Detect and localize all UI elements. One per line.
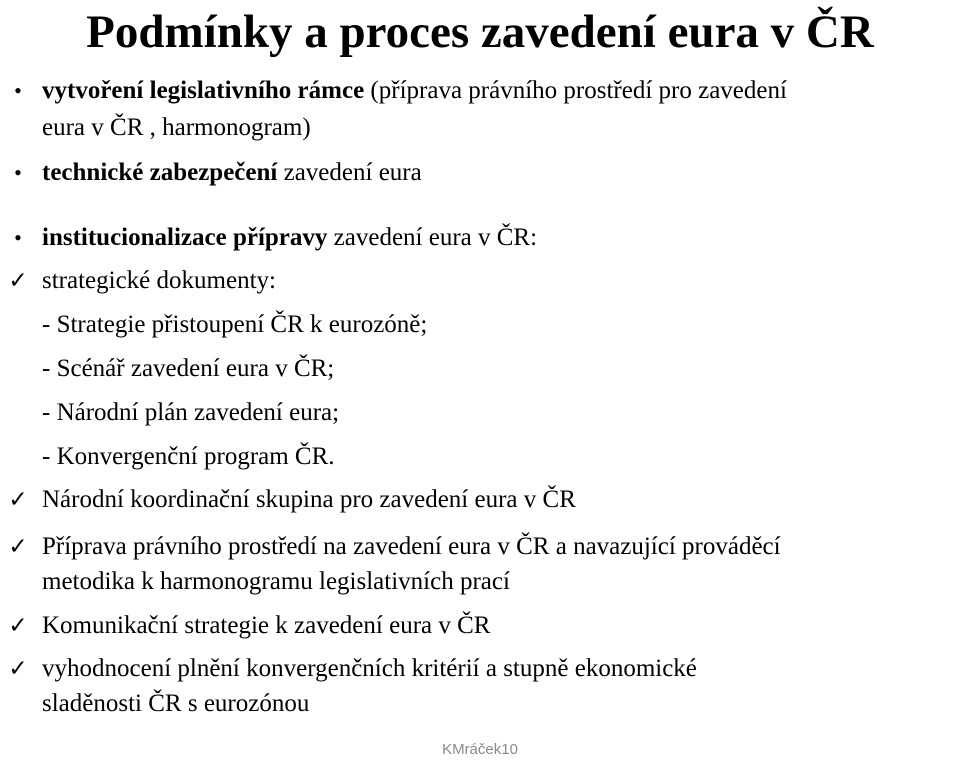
item-text: zavedení eura bbox=[277, 159, 422, 186]
item-text: (příprava právního prostředí pro zavedení bbox=[364, 77, 787, 104]
list-item bbox=[42, 221, 537, 255]
checkmark-icon: ✓ bbox=[8, 487, 28, 513]
sub-list-item: - Konvergenční program ČR. bbox=[42, 443, 335, 470]
item-text: zavedení eura v ČR: bbox=[327, 224, 538, 251]
item-bold-text: institucionalizace přípravy bbox=[42, 224, 328, 251]
sub-list-item: - Strategie přistoupení ČR k eurozóně; bbox=[42, 311, 428, 338]
bullet-icon: • bbox=[14, 160, 22, 185]
list-item-continuation: metodika k harmonogramu legislativních prací bbox=[42, 568, 510, 595]
footer-text: KMráček10 bbox=[442, 741, 518, 758]
bullet-icon: • bbox=[14, 225, 22, 250]
item-bold-text: vytvoření legislativního rámce bbox=[42, 77, 365, 104]
list-item-continuation: eura v ČR , harmonogram) bbox=[42, 114, 311, 141]
slide-title: Podmínky a proces zavedení eura v ČR bbox=[86, 6, 874, 58]
checkmark-icon: ✓ bbox=[8, 656, 28, 682]
checkmark-icon: ✓ bbox=[8, 613, 28, 639]
sub-list-item: - Národní plán zavedení eura; bbox=[42, 399, 340, 426]
item-bold-text: technické zabezpečení bbox=[42, 159, 278, 186]
bullet-icon: • bbox=[14, 78, 22, 103]
sub-list-item: - Scénář zavedení eura v ČR; bbox=[42, 355, 335, 382]
list-item bbox=[42, 74, 787, 108]
list-item: Národní koordinační skupina pro zavedení eura v ČR bbox=[42, 486, 576, 513]
checkmark-icon: ✓ bbox=[8, 534, 28, 560]
checkmark-icon: ✓ bbox=[8, 268, 28, 294]
list-item bbox=[42, 156, 422, 190]
list-item-continuation: sladěnosti ČR s eurozónou bbox=[42, 690, 310, 717]
list-item: vyhodnocení plnění konvergenčních kritérií a stupně ekonomické bbox=[42, 655, 697, 682]
list-item: strategické dokumenty: bbox=[42, 267, 276, 294]
list-item: Komunikační strategie k zavedení eura v ČR bbox=[42, 612, 491, 639]
list-item: Příprava právního prostředí na zavedení eura v ČR a navazující prováděcí bbox=[42, 533, 781, 560]
